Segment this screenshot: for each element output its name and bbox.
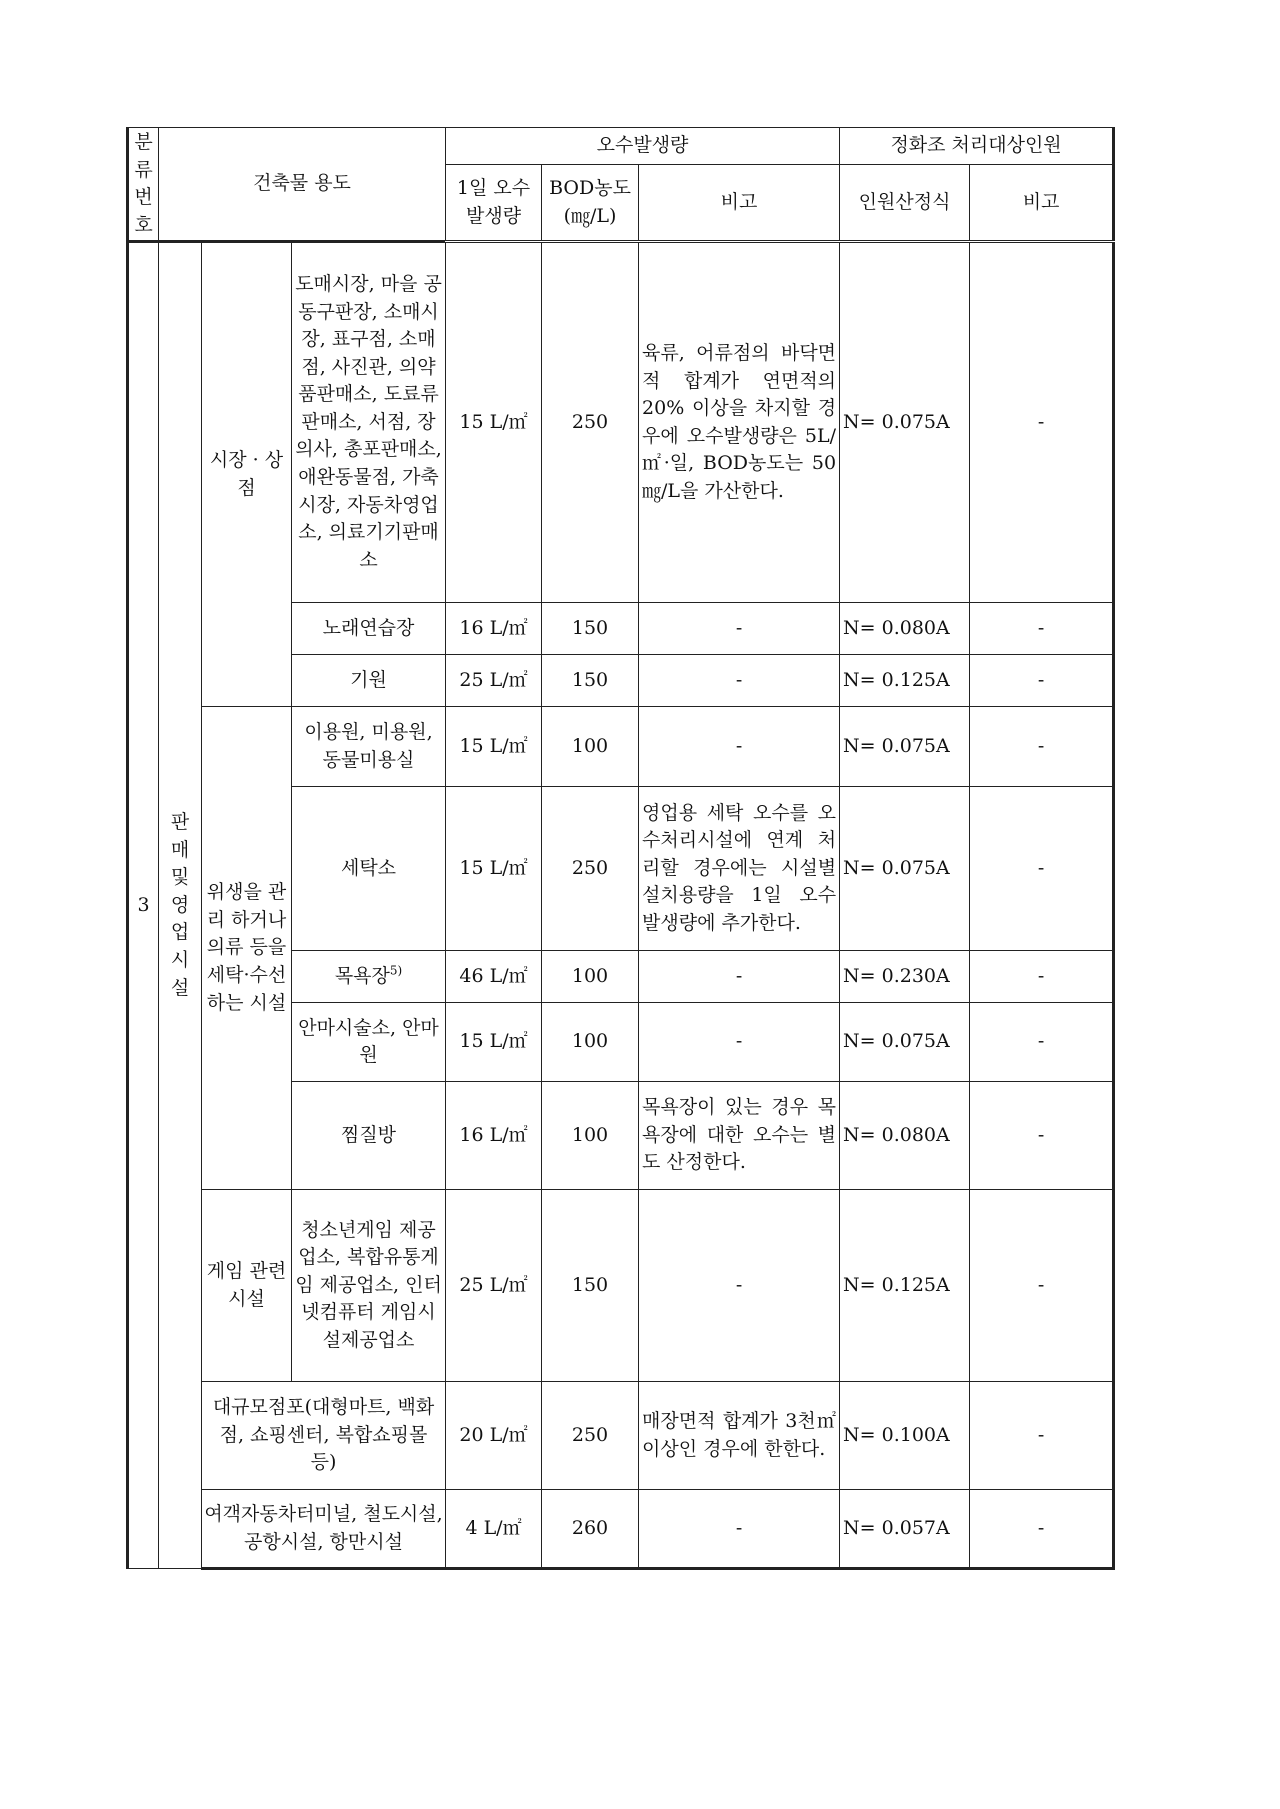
remark2-cell: - (970, 603, 1114, 655)
bod-cell: 250 (542, 242, 639, 603)
header-remarks: 비고 (639, 165, 840, 242)
daily-amount-cell: 15 L/㎡ (446, 707, 542, 787)
use-cell: 대규모점포(대형마트, 백화점, 쇼핑센터, 복합쇼핑몰 등) (202, 1382, 446, 1490)
remark2-cell: - (970, 242, 1114, 603)
formula-cell: N= 0.057A (840, 1490, 970, 1569)
remark-cell: - (639, 603, 840, 655)
use-cell (292, 951, 446, 1003)
daily-amount-cell: 4 L/㎡ (446, 1490, 542, 1569)
use-cell: 청소년게임 제공업소, 복합유통게임 제공업소, 인터넷컴퓨터 게임시설제공업소 (292, 1190, 446, 1382)
remark2-cell: - (970, 1003, 1114, 1082)
remark-cell: 매장면적 합계가 3천㎡ 이상인 경우에 한한다. (639, 1382, 840, 1490)
bod-cell: 150 (542, 655, 639, 707)
bod-cell: 100 (542, 1003, 639, 1082)
header-septic-target: 정화조 처리대상인원 (840, 128, 1114, 165)
group-game: 게임 관련 시설 (202, 1190, 292, 1382)
use-cell: 안마시술소, 안마원 (292, 1003, 446, 1082)
formula-cell: N= 0.125A (840, 1190, 970, 1382)
header-building-use: 건축물 용도 (159, 128, 446, 242)
remark2-cell: - (970, 707, 1114, 787)
header-remarks-2: 비고 (970, 165, 1114, 242)
sewage-standard-table (126, 127, 1115, 1570)
formula-cell: N= 0.075A (840, 242, 970, 603)
formula-cell: N= 0.080A (840, 603, 970, 655)
footnote-ref: 5) (389, 963, 403, 978)
remark-cell: - (639, 655, 840, 707)
bod-cell: 250 (542, 1382, 639, 1490)
formula-cell: N= 0.100A (840, 1382, 970, 1490)
use-cell: 이용원, 미용원, 동물미용실 (292, 707, 446, 787)
header-classification-no: 분류번호 (128, 128, 159, 242)
remark2-cell: - (970, 951, 1114, 1003)
bod-cell: 260 (542, 1490, 639, 1569)
remark-cell: - (639, 1490, 840, 1569)
remark-cell: - (639, 1190, 840, 1382)
use-label: 목욕장 (334, 964, 390, 987)
daily-amount-cell: 15 L/㎡ (446, 1003, 542, 1082)
daily-amount-cell: 25 L/㎡ (446, 1190, 542, 1382)
use-cell: 노래연습장 (292, 603, 446, 655)
daily-amount-cell: 25 L/㎡ (446, 655, 542, 707)
group-hygiene: 위생을 관리 하거나 의류 등을 세탁·수선 하는 시설 (202, 707, 292, 1190)
use-cell: 찜질방 (292, 1082, 446, 1190)
header-daily-sewage: 1일 오수 발생량 (446, 165, 542, 242)
remark2-cell: - (970, 787, 1114, 951)
daily-amount-cell: 15 L/㎡ (446, 242, 542, 603)
remark2-cell: - (970, 1490, 1114, 1569)
use-cell: 여객자동차터미널, 철도시설, 공항시설, 항만시설 (202, 1490, 446, 1569)
remark2-cell: - (970, 655, 1114, 707)
header-sewage-generation: 오수발생량 (446, 128, 840, 165)
daily-amount-cell: 16 L/㎡ (446, 1082, 542, 1190)
remark2-cell: - (970, 1190, 1114, 1382)
header-formula: 인원산정식 (840, 165, 970, 242)
remark2-cell: - (970, 1382, 1114, 1490)
use-cell: 세탁소 (292, 787, 446, 951)
bod-cell: 150 (542, 1190, 639, 1382)
remark-cell: - (639, 1003, 840, 1082)
section-number: 3 (128, 242, 159, 1569)
use-cell: 기원 (292, 655, 446, 707)
remark-cell: - (639, 707, 840, 787)
daily-amount-cell: 16 L/㎡ (446, 603, 542, 655)
bod-cell: 250 (542, 787, 639, 951)
bod-cell: 100 (542, 951, 639, 1003)
formula-cell: N= 0.230A (840, 951, 970, 1003)
formula-cell: N= 0.125A (840, 655, 970, 707)
bod-cell: 100 (542, 1082, 639, 1190)
daily-amount-cell: 20 L/㎡ (446, 1382, 542, 1490)
header-bod: BOD농도 (㎎/L) (542, 165, 639, 242)
formula-cell: N= 0.075A (840, 707, 970, 787)
remark-cell: - (639, 951, 840, 1003)
group-market: 시장 · 상점 (202, 242, 292, 707)
formula-cell: N= 0.075A (840, 787, 970, 951)
remark-cell: 영업용 세탁 오수를 오수처리시설에 연계 처리할 경우에는 시설별 설치용량을 1일 오수 발생량에 추가한다. (639, 787, 840, 951)
use-cell: 도매시장, 마을 공동구판장, 소매시장, 표구점, 소매점, 사진관, 의약품판매소, 도료류판매소, 서점, 장의사, 총포판매소, 애완동물점, 가축시장, 자동차영업소, 의료기기판매소 (292, 242, 446, 603)
daily-amount-cell: 46 L/㎡ (446, 951, 542, 1003)
remark-cell: 육류, 어류점의 바닥면적 합계가 연면적의 20% 이상을 차지할 경우에 오수발생량은 5L/㎡·일, BOD농도는 50 ㎎/L을 가산한다. (639, 242, 840, 603)
bod-cell: 150 (542, 603, 639, 655)
bod-cell: 100 (542, 707, 639, 787)
formula-cell: N= 0.075A (840, 1003, 970, 1082)
daily-amount-cell: 15 L/㎡ (446, 787, 542, 951)
remark2-cell: - (970, 1082, 1114, 1190)
remark-cell: 목욕장이 있는 경우 목욕장에 대한 오수는 별도 산정한다. (639, 1082, 840, 1190)
section-name: 판매및영업시설 (159, 242, 202, 1569)
formula-cell: N= 0.080A (840, 1082, 970, 1190)
